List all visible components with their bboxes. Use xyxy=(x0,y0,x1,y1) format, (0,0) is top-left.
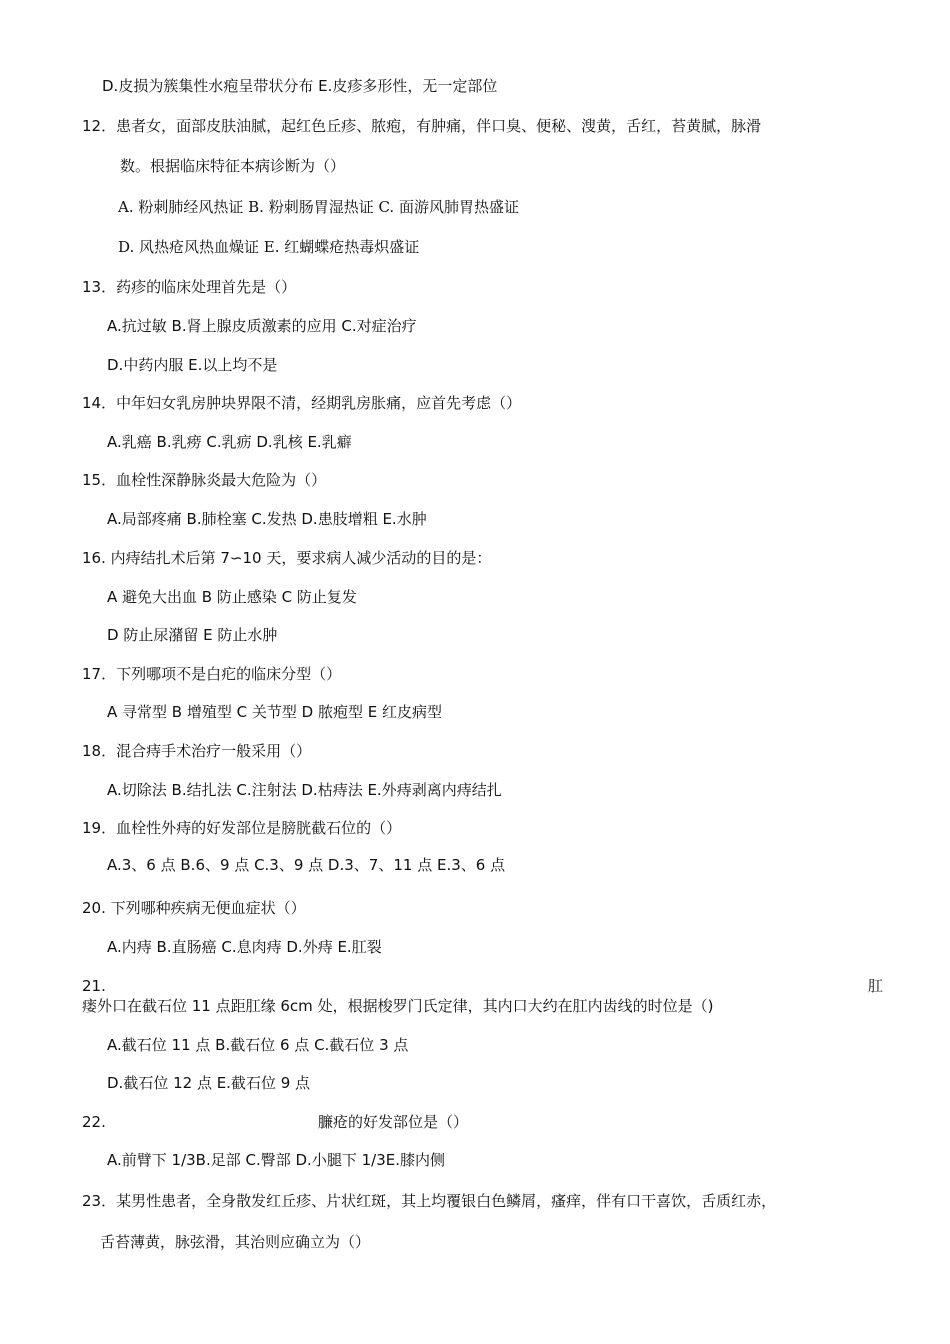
question-13: 13．药疹的临床处理首先是（） xyxy=(82,278,297,296)
question-text-continued: 舌苔薄黄，脉弦滑，其治则应确立为（） xyxy=(100,1233,371,1251)
question-15: 15．血栓性深静脉炎最大危险为（） xyxy=(82,471,327,489)
question-16: 16. 内痔结扎术后第 7∽10 天，要求病人减少活动的目的是： xyxy=(82,549,492,567)
option-line: A. 粉刺肺经风热证 B. 粉刺肠胃湿热证 C. 面游风肺胃热盛证 xyxy=(118,198,519,216)
question-12: 12．患者女，面部皮肤油腻，起红色丘疹、脓疱，有肿痛，伴口臭、便秘、溲黄，舌红，苔黄腻，脉滑 xyxy=(82,117,762,135)
question-14: 14．中年妇女乳房肿块界限不清，经期乳房胀痛，应首先考虑（） xyxy=(82,394,522,412)
option-line: A.切除法 B.结扎法 C.注射法 D.枯痔法 E.外痔剥离内痔结扎 xyxy=(107,781,502,799)
option-line: D.截石位 12 点 E.截石位 9 点 xyxy=(107,1074,311,1092)
option-line: D. 风热疮风热血燥证 E. 红蝴蝶疮热毒炽盛证 xyxy=(118,238,420,256)
option-line: A.内痔 B.直肠癌 C.息肉痔 D.外痔 E.肛裂 xyxy=(107,938,382,956)
option-line: D.皮损为簇集性水疱呈带状分布 E.皮疹多形性，无一定部位 xyxy=(102,77,498,95)
question-22-number: 22. xyxy=(82,1113,106,1131)
option-line: A.截石位 11 点 B.截石位 6 点 C.截石位 3 点 xyxy=(107,1036,409,1054)
option-line: A.抗过敏 B.肾上腺皮质激素的应用 C.对症治疗 xyxy=(107,317,417,335)
question-22: 臁疮的好发部位是（） xyxy=(318,1113,469,1131)
question-21-number: 21. xyxy=(82,977,106,995)
question-18: 18．混合痔手术治疗一般采用（） xyxy=(82,742,312,760)
option-line: D 防止尿潴留 E 防止水肿 xyxy=(107,626,278,644)
question-17: 17．下列哪项不是白疕的临床分型（） xyxy=(82,665,342,683)
option-line: A 避免大出血 B 防止感染 C 防止复发 xyxy=(107,588,357,606)
option-line: A.局部疼痛 B.肺栓塞 C.发热 D.患肢增粗 E.水肿 xyxy=(107,510,427,528)
question-23: 23．某男性患者，全身散发红丘疹、片状红斑，其上均覆银白色鳞屑，瘙痒，伴有口干喜饮，舌质红赤， xyxy=(82,1192,777,1210)
question-21-text-start: 肛 xyxy=(868,977,884,995)
question-19: 19．血栓性外痔的好发部位是膀胱截石位的（） xyxy=(82,819,402,837)
question-21: 瘘外口在截石位 11 点距肛缘 6cm 处，根据梭罗门氏定律，其内口大约在肛内齿线的时位是（) xyxy=(82,997,714,1015)
option-line: A.前臂下 1/3B.足部 C.臀部 D.小腿下 1/3E.膝内侧 xyxy=(107,1151,445,1169)
question-20: 20. 下列哪种疾病无便血症状（） xyxy=(82,899,306,917)
option-line: D.中药内服 E.以上均不是 xyxy=(107,356,278,374)
option-line: A.3、6 点 B.6、9 点 C.3、9 点 D.3、7、11 点 E.3、6 点 xyxy=(107,856,506,874)
question-text-continued: 数。根据临床特征本病诊断为（） xyxy=(120,157,346,175)
option-line: A 寻常型 B 增殖型 C 关节型 D 脓疱型 E 红皮病型 xyxy=(107,703,442,721)
option-line: A.乳癌 B.乳痨 C.乳疬 D.乳核 E.乳癖 xyxy=(107,433,352,451)
